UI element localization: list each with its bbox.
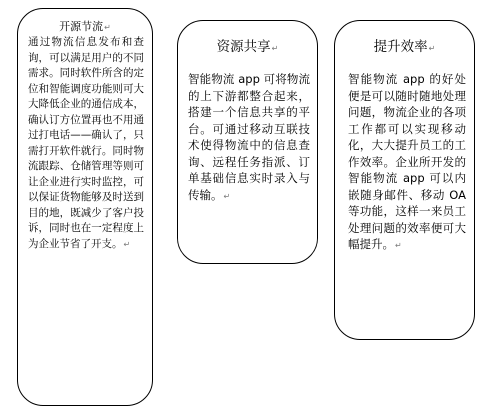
return-mark-icon: ↵ xyxy=(123,239,131,249)
return-mark-icon: ↵ xyxy=(428,44,436,53)
box-text: 智能物流 app 的好处便是可以随时随地处理问题，物流企业的各项工作都可以实现移动化，大大提升员工的工作效率。企业所开发的智能物流 app 可以内嵌随身邮件、移动 OA 等功能，这样一来员工处理问题的效率便可大幅提升。↵ xyxy=(348,72,466,251)
box-title: 开源节流↵ xyxy=(59,20,111,33)
box-text: 智能物流 app 可将物流的上下游都整合起来，搭建一个信息共享的平台。可通过移动互联技术使得物流中的信息查询、远程任务指派、订单基础信息实时录入与传输。↵ xyxy=(188,72,310,202)
return-mark-icon: ↵ xyxy=(104,23,111,32)
return-mark-icon: ↵ xyxy=(223,191,231,201)
box-title: 提升效率↵ xyxy=(373,39,436,55)
box-text: 通过物流信息发布和查询，可以满足用户的不同需求。同时软件所含的定位和智能调度功能则可大大降低企业的通信成本，确认订方位置再也不用通过打电话——确认了，只需打开软件就行。同时物流跟踪、仓储管理等则可让企业进行实时监控，可以保证货物能够及时送到目的地，既减少了客户投诉，同时也在一定程度上为企业节省了开支。↵ xyxy=(28,36,144,250)
box-efficiency xyxy=(334,20,475,340)
return-mark-icon: ↵ xyxy=(271,44,279,53)
box-resource-sharing xyxy=(177,20,318,264)
return-mark-icon: ↵ xyxy=(395,241,402,250)
box-title: 资源共享↵ xyxy=(216,39,279,55)
box-open-source xyxy=(17,8,153,406)
